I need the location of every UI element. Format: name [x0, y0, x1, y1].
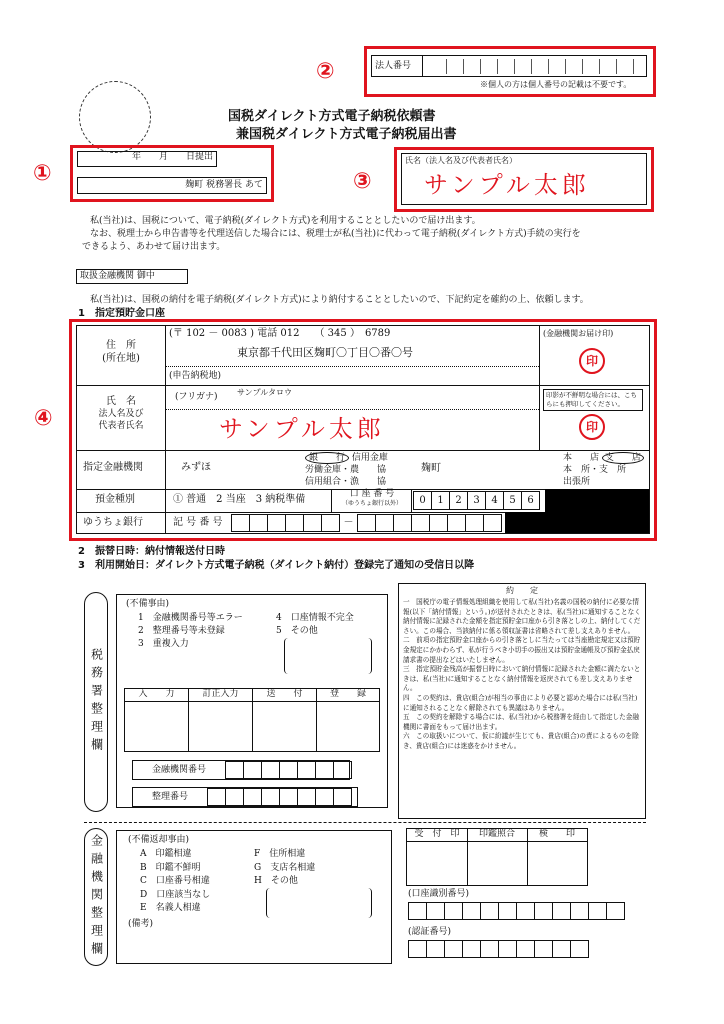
branch-type-selected[interactable]: 支 店 [602, 452, 644, 464]
corp-number-note: ※個人の方は個人番号の記載は不要です。 [480, 80, 632, 89]
fin-note-label: (備考) [128, 919, 154, 929]
bank-name[interactable]: みずほ [181, 462, 211, 473]
deposit-type-label: 預金種別 [95, 494, 135, 505]
seal-note: 印影が不鮮明な場合には、こちらにも押印してください。 [543, 389, 643, 411]
bank-addressee: 取扱金融機関 御中 [76, 269, 188, 284]
name-box-value: サンプル太郎 [424, 171, 590, 199]
marker-1: ① [33, 161, 52, 186]
section-2: 2 振替日時：納付情報送付日時 [78, 546, 225, 557]
fin-stamp-grid[interactable]: 受 付 印 印鑑照合 検 印 [406, 828, 588, 886]
bank-type-bank[interactable]: 銀 行 [305, 452, 349, 464]
yucho-label: ゆうちょ銀行 [83, 517, 143, 528]
account-holder-name[interactable]: サンプル太郎 [219, 415, 385, 443]
address-sublabel: (所在地) [102, 352, 140, 364]
tax-place-label[interactable]: (申告納税地) [169, 371, 222, 381]
postal-phone[interactable]: (〒 102 － 0083 ) 電話 012 （ 345 ） 6789 [169, 328, 391, 339]
holder-seal-stamp: 印 [579, 414, 605, 440]
account-id-label: (口座識別番号) [408, 889, 470, 899]
divider [84, 822, 646, 823]
tax-reasons-title: (不備事由) [126, 599, 170, 609]
name-box-label: 氏名（法人名及び代表者氏名） [405, 156, 517, 165]
yucho-symbol-label: 記 号 番 号 [173, 517, 223, 528]
masked-block-1 [545, 489, 649, 512]
account-table: 住 所 (所在地) (〒 102 － 0083 ) 電話 012 （ 345 ） 6789 東京都千代田区麹町〇丁目〇番〇号 (申告納税地) (金融機関お届け印) 印 氏 名 法人名及び 代表者氏名 (フリガナ) サンプルタロウ サンプル太郎 印影が不鮮明な場合には、こちらにも押印してください。 印 指定金融機関 みずほ 銀 行 信用金庫 労働金庫・農 協 信用組合・漁 協 麹町 本 店 支 店 本 所・支 所 出張所 預金種別 ① 普通 2 当座 3 納税準備 口 座 番 号 （ゆうちょ銀行以外） 0 1 2 3 4 5 6 ゆうちょ銀行 記 号 番 号 － [76, 325, 650, 534]
tax-office-panel: 税務署整理欄 (不備事由) 1 金融機関番号等エラー 2 整理番号等未登録 3 重複入力 4 口座情報不完全 5 その他 入 力 訂正入力 送 付 登 録 金融機関番号 整理番号 [84, 588, 392, 815]
tax-ref-number[interactable]: 整理番号 [132, 787, 358, 807]
account-no-sublabel: （ゆうちょ銀行以外） [341, 500, 402, 507]
seal-label: (金融機関お届け印) [543, 329, 614, 338]
terms-box [398, 583, 646, 819]
corp-number-cells[interactable] [430, 59, 640, 74]
section-1: 1 指定預貯金口座 [78, 308, 165, 319]
furigana-label: (フリガナ) [175, 392, 218, 402]
corp-number-box [371, 55, 647, 77]
fin-vlabel: 金融機関整理欄 [84, 828, 108, 966]
furigana-value[interactable]: サンプルタロウ [237, 388, 292, 397]
marker-4: ④ [34, 406, 53, 431]
marker-2: ② [316, 59, 335, 84]
receipt-stamp-circle [79, 81, 151, 153]
intro-text: 私(当社)は、国税について、電子納税(ダイレクト方式)を利用することとしたいので届け出ます。 なお、税理士から申告書等を代理送信した場合には、税理士が私(当社)に代わって電子納税(ダイレクト方式)手続の実行を できるよう、あわせて届け出ます。 [82, 216, 581, 252]
deposit-kinds[interactable]: ① 普通 2 当座 3 納税準備 [173, 494, 306, 505]
tax-bank-number[interactable]: 金融機関番号 [132, 760, 350, 780]
address-value[interactable]: 東京都千代田区麹町〇丁目〇番〇号 [237, 346, 413, 359]
bank-seal-stamp: 印 [579, 348, 605, 374]
tax-office-vlabel: 税務署整理欄 [84, 592, 108, 812]
tax-processing-grid[interactable]: 入 力 訂正入力 送 付 登 録 [124, 688, 380, 752]
name-label: 氏 名 [106, 396, 136, 407]
branch-name[interactable]: 麹町 [421, 463, 441, 474]
terms-text: 一 国税庁の電子情報処理組織を使用して私(当社)名義の国税の納付に必要な情報(以下「納付情報」という。)が送付されたときは、私(当社)に通知することなく納付情報に記録された金額を指定預貯金口座から引き落としの上、納付してください。この場合、当該納付に係る領収証書は省略されて差し支えありません。 二 前項の指定預貯金口座からの引き落としに当たっては当座勘定規定又は預貯金規定にかかわらず、私が行うべき小切手の振出又は預貯金通帳及び預貯金払戻請求書の提出などはいたしません。 三 指定預貯金残高が振替日時において納付情報に記録された金額に満たないときは、私(当社)に通知することなく納付情報を返戻されても差し支えありません。 四 この契約は、貴店(組合)が相当の事由により必要と認めた場合には私(当社)に通知されることなく解除されても異議はありません。 五 この契約を解除する場合には、私(当社)から税務署を経由して指定した金融機関に書面をもって届け出ます。 六 この取扱いについて、仮に紛議が生じても、貴店(組合)の責によるものを除き、貴店(組合)には迷惑をかけません。 [403, 598, 641, 750]
yucho-number[interactable]: － [231, 514, 501, 532]
account-number[interactable]: 0 1 2 3 4 5 6 [413, 491, 539, 510]
form-title-2: 兼国税ダイレクト方式電子納税届出書 [236, 127, 457, 142]
request-text: 私(当社)は、国税の納付を電子納税(ダイレクト方式)により納付することとしたいので、下記約定を確約の上、依頼します。 [90, 295, 589, 305]
tax-office[interactable]: 麹町 税務署長 あて [77, 177, 267, 194]
marker-3: ③ [353, 169, 372, 194]
name-sublabel-1: 法人名及び [98, 409, 144, 419]
address-label: 住 所 [106, 340, 136, 351]
form-title-1: 国税ダイレクト方式電子納税依頼書 [228, 109, 436, 124]
name-sublabel-2: 代表者氏名 [98, 421, 144, 431]
section-3: 3 利用開始日：ダイレクト方式電子納税（ダイレクト納付）登録完了通知の受信日以降 [78, 560, 475, 571]
masked-block-2 [505, 512, 649, 533]
auth-no-label: (認証番号) [408, 927, 452, 937]
name-box[interactable] [401, 153, 647, 205]
bank-label: 指定金融機関 [83, 462, 143, 473]
account-id-cells[interactable] [408, 902, 624, 920]
submit-date[interactable]: 年 月 日提出 [77, 151, 217, 167]
fin-reasons-title: (不備返却事由) [128, 835, 190, 845]
account-no-label: 口 座 番 号 [349, 489, 395, 499]
auth-no-cells[interactable] [408, 940, 588, 958]
terms-title: 約 定 [506, 586, 538, 595]
bank-type-labor[interactable]: 労働金庫・農 協 [305, 465, 387, 475]
corp-number-label: 法人番号 [375, 61, 412, 71]
bank-type-credit[interactable]: 信用組合・漁 協 [305, 477, 387, 487]
